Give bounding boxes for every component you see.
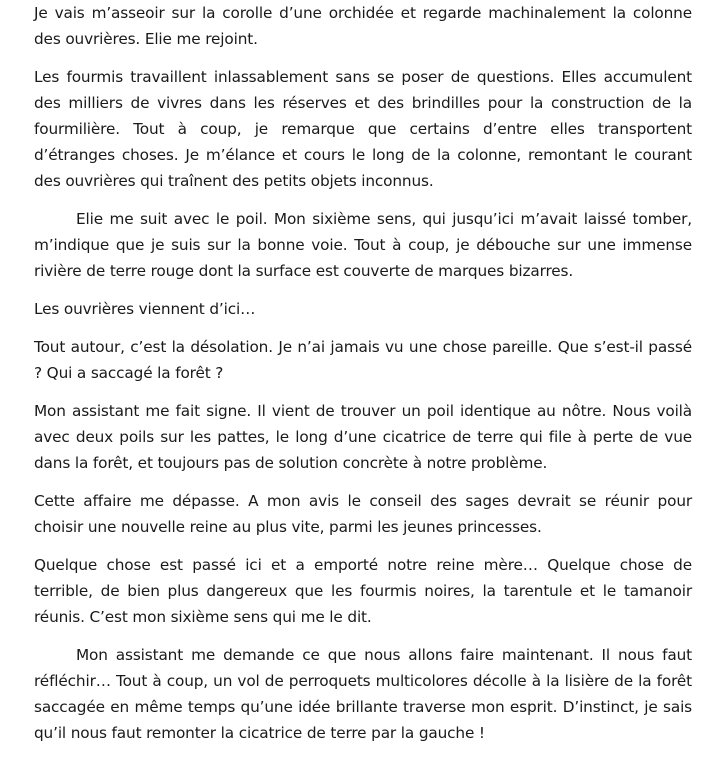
paragraph: Cette affaire me dépasse. A mon avis le conseil des sages devrait se réunir pour choisir une nouvelle reine au plus vite, parmi les jeunes princesses.: [34, 492, 692, 536]
paragraph: Les fourmis travaillent inlassablement sans se poser de questions. Elles accumulent des milliers de vivres dans les réserves et des brindilles pour la construction de la fourmilière. Tout à coup, je remarque que certains d’entre elles transportent d’étranges choses. Je m’élance et cours le long de la colonne, remontant le courant des ouvrières qui traînent des petits objets inconnus.: [34, 68, 692, 190]
paragraph: Elie me suit avec le poil. Mon sixième sens, qui jusqu’ici m’avait laissé tomber, m’indique que je suis sur la bonne voie. Tout à coup, je débouche sur une immense rivière de terre rouge dont la surface est couverte de marques bizarres.: [34, 210, 692, 280]
paragraph: Je vais m’asseoir sur la corolle d’une orchidée et regarde machinalement la colonne des ouvrières. Elie me rejoint.: [34, 4, 692, 48]
paragraph: Mon assistant me demande ce que nous allons faire maintenant. Il nous faut réfléchir… Tout à coup, un vol de perroquets multicolores décolle à la lisière de la forêt saccagée en même temps qu’une idée brillante traverse mon esprit. D’instinct, je sais qu’il nous faut remonter la cicatrice de terre par la gauche !: [34, 646, 692, 742]
document-body: [34, 0, 692, 758]
paragraph: Tout autour, c’est la désolation. Je n’ai jamais vu une chose pareille. Que s’est-il passé ? Qui a saccagé la forêt ?: [34, 338, 692, 382]
paragraph: Mon assistant me fait signe. Il vient de trouver un poil identique au nôtre. Nous voilà avec deux poils sur les pattes, le long d’une cicatrice de terre qui file à perte de vue dans la forêt, et toujours pas de solution concrète à notre problème.: [34, 402, 692, 472]
paragraph: Quelque chose est passé ici et a emporté notre reine mère… Quelque chose de terrible, de bien plus dangereux que les fourmis noires, la tarentule et le tamanoir réunis. C’est mon sixième sens qui me le dit.: [34, 556, 692, 626]
paragraph: Les ouvrières viennent d’ici…: [34, 300, 256, 318]
